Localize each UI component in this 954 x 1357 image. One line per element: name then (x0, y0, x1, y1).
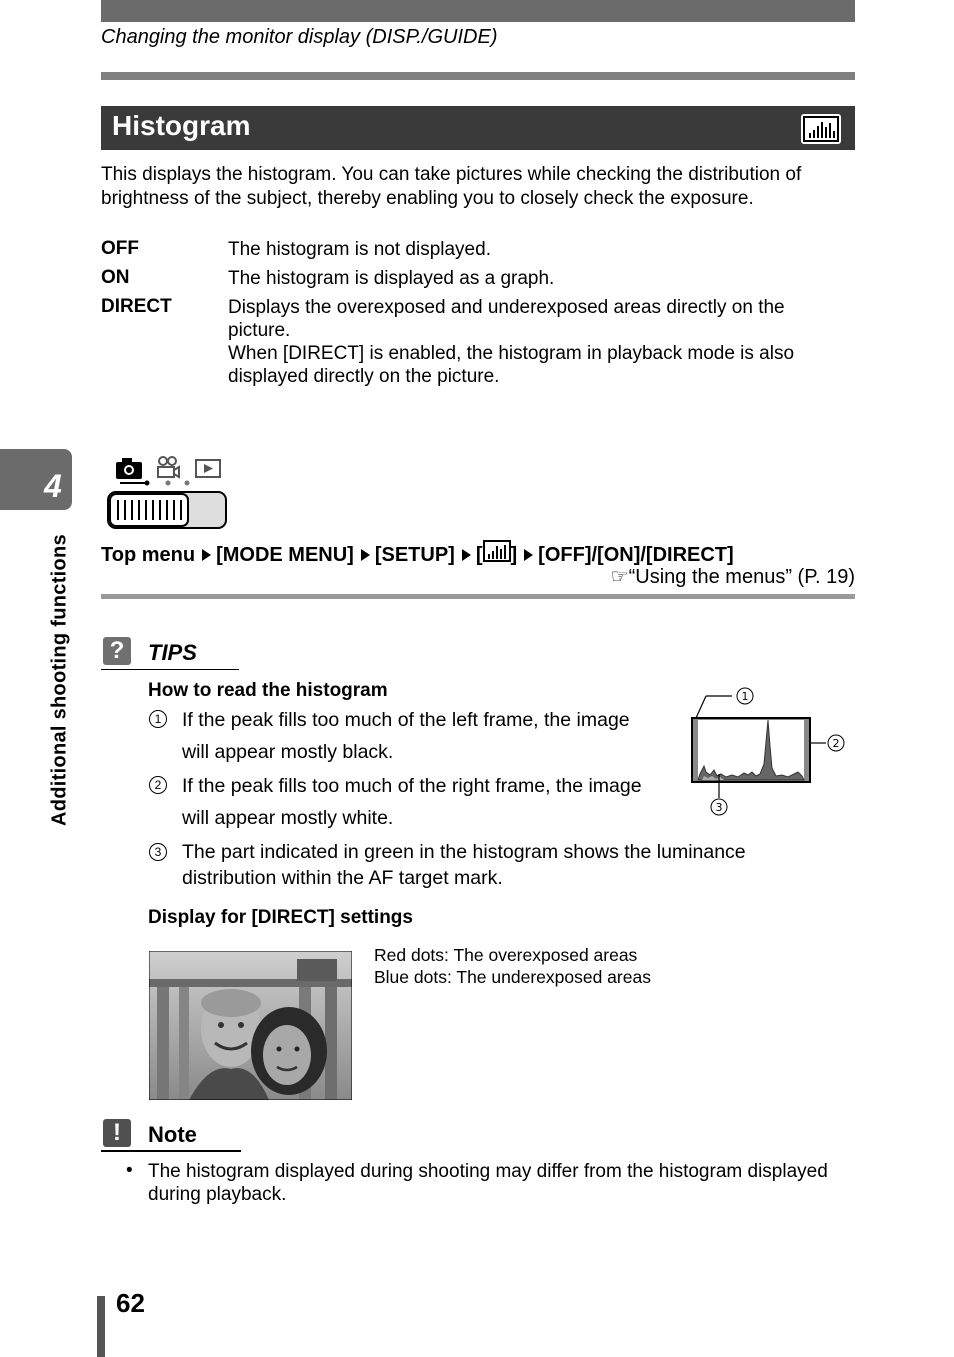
menu-step-top: Top menu (101, 543, 196, 566)
item-2-number (149, 776, 167, 794)
note-label: Note (148, 1122, 197, 1147)
item-3-number (149, 843, 167, 861)
item-1-text (182, 704, 630, 768)
dots-legend (374, 944, 651, 988)
tips-label: TIPS (148, 640, 197, 665)
option-direct-line: displayed directly on the picture. (228, 366, 500, 387)
callout-3: 3 (715, 801, 723, 814)
movie-icon (158, 457, 179, 477)
playback-icon (196, 460, 220, 477)
note-rule (101, 1150, 241, 1152)
red-dots-text: Red dots: The overexposed areas (374, 945, 638, 965)
arrow-right-icon (361, 549, 370, 561)
blue-dots-text: Blue dots: The underexposed areas (374, 967, 651, 987)
page-title: Histogram (112, 110, 251, 141)
menu-step-mode: [MODE MENU] (216, 543, 354, 566)
item-2-text (182, 770, 642, 834)
option-direct-key: DIRECT (101, 296, 172, 317)
callout-2: 2 (832, 737, 840, 750)
direct-display-photo (149, 951, 352, 1100)
option-direct-line: picture. (228, 320, 291, 341)
menu-step-setup: [SETUP] (374, 543, 455, 566)
arrow-right-icon (462, 549, 471, 561)
circled-number: 1 (149, 710, 167, 728)
option-off-desc: The histogram is not displayed. (228, 239, 491, 260)
mode-dial-illustration (106, 452, 230, 537)
option-on-key: ON (101, 267, 130, 288)
question-icon: ? (103, 637, 131, 665)
note-text: The histogram displayed during shooting may differ from the histogram displayed during playback. (148, 1161, 828, 1205)
header-rule (101, 72, 855, 80)
reference-line (611, 564, 855, 589)
chapter-number: 4 (44, 468, 62, 504)
camera-icon (116, 458, 142, 479)
item-3-text: The part indicated in green in the histogram shows the luminance distribution within the AF target mark. (182, 841, 746, 889)
histogram-icon (483, 540, 511, 568)
circled-number: 2 (149, 776, 167, 794)
page-number-bar (97, 1296, 105, 1357)
exclamation-icon: ! (103, 1119, 131, 1147)
arrow-right-icon (524, 549, 533, 561)
histogram-icon (801, 114, 841, 144)
menu-step-options: [OFF]/[ON]/[DIRECT] (538, 543, 734, 566)
option-on-desc: The histogram is displayed as a graph. (228, 268, 555, 289)
menu-step-bracket-open: [ (475, 543, 483, 566)
chapter-label: Additional shooting functions (48, 534, 71, 826)
tips-rule (101, 669, 239, 670)
item-1-number (149, 710, 167, 728)
item-line: will appear mostly black. (182, 741, 394, 763)
section-rule (101, 594, 855, 599)
bullet-icon: • (126, 1160, 133, 1181)
callout-1: 1 (741, 690, 749, 703)
reference-text: “Using the menus” (P. 19) (628, 566, 855, 588)
item-line: will appear mostly white. (182, 807, 394, 829)
histogram-diagram (690, 686, 850, 825)
option-direct-line: Displays the overexposed and underexposed areas directly on the (228, 297, 785, 318)
option-direct-line: When [DIRECT] is enabled, the histogram in playback mode is also (228, 343, 795, 364)
intro-paragraph: This displays the histogram. You can take pictures while checking the distribution of brightness of the subject, thereby enabling you to closely check the exposure. (101, 164, 802, 209)
item-line: If the peak fills too much of the right frame, the image (182, 775, 642, 797)
option-off-key: OFF (101, 238, 139, 259)
how-to-heading: How to read the histogram (148, 680, 388, 701)
option-direct-desc (228, 296, 856, 388)
circled-number: 3 (149, 843, 167, 861)
direct-heading: Display for [DIRECT] settings (148, 907, 413, 928)
section-header: Changing the monitor display (DISP./GUIDE) (101, 26, 498, 48)
page-number: 62 (116, 1288, 145, 1318)
pointing-hand-icon: ☞ (610, 566, 629, 588)
menu-step-bracket-close: ] (510, 543, 518, 566)
header-bar (101, 0, 855, 22)
arrow-right-icon (202, 549, 211, 561)
item-line: If the peak fills too much of the left frame, the image (182, 709, 630, 731)
